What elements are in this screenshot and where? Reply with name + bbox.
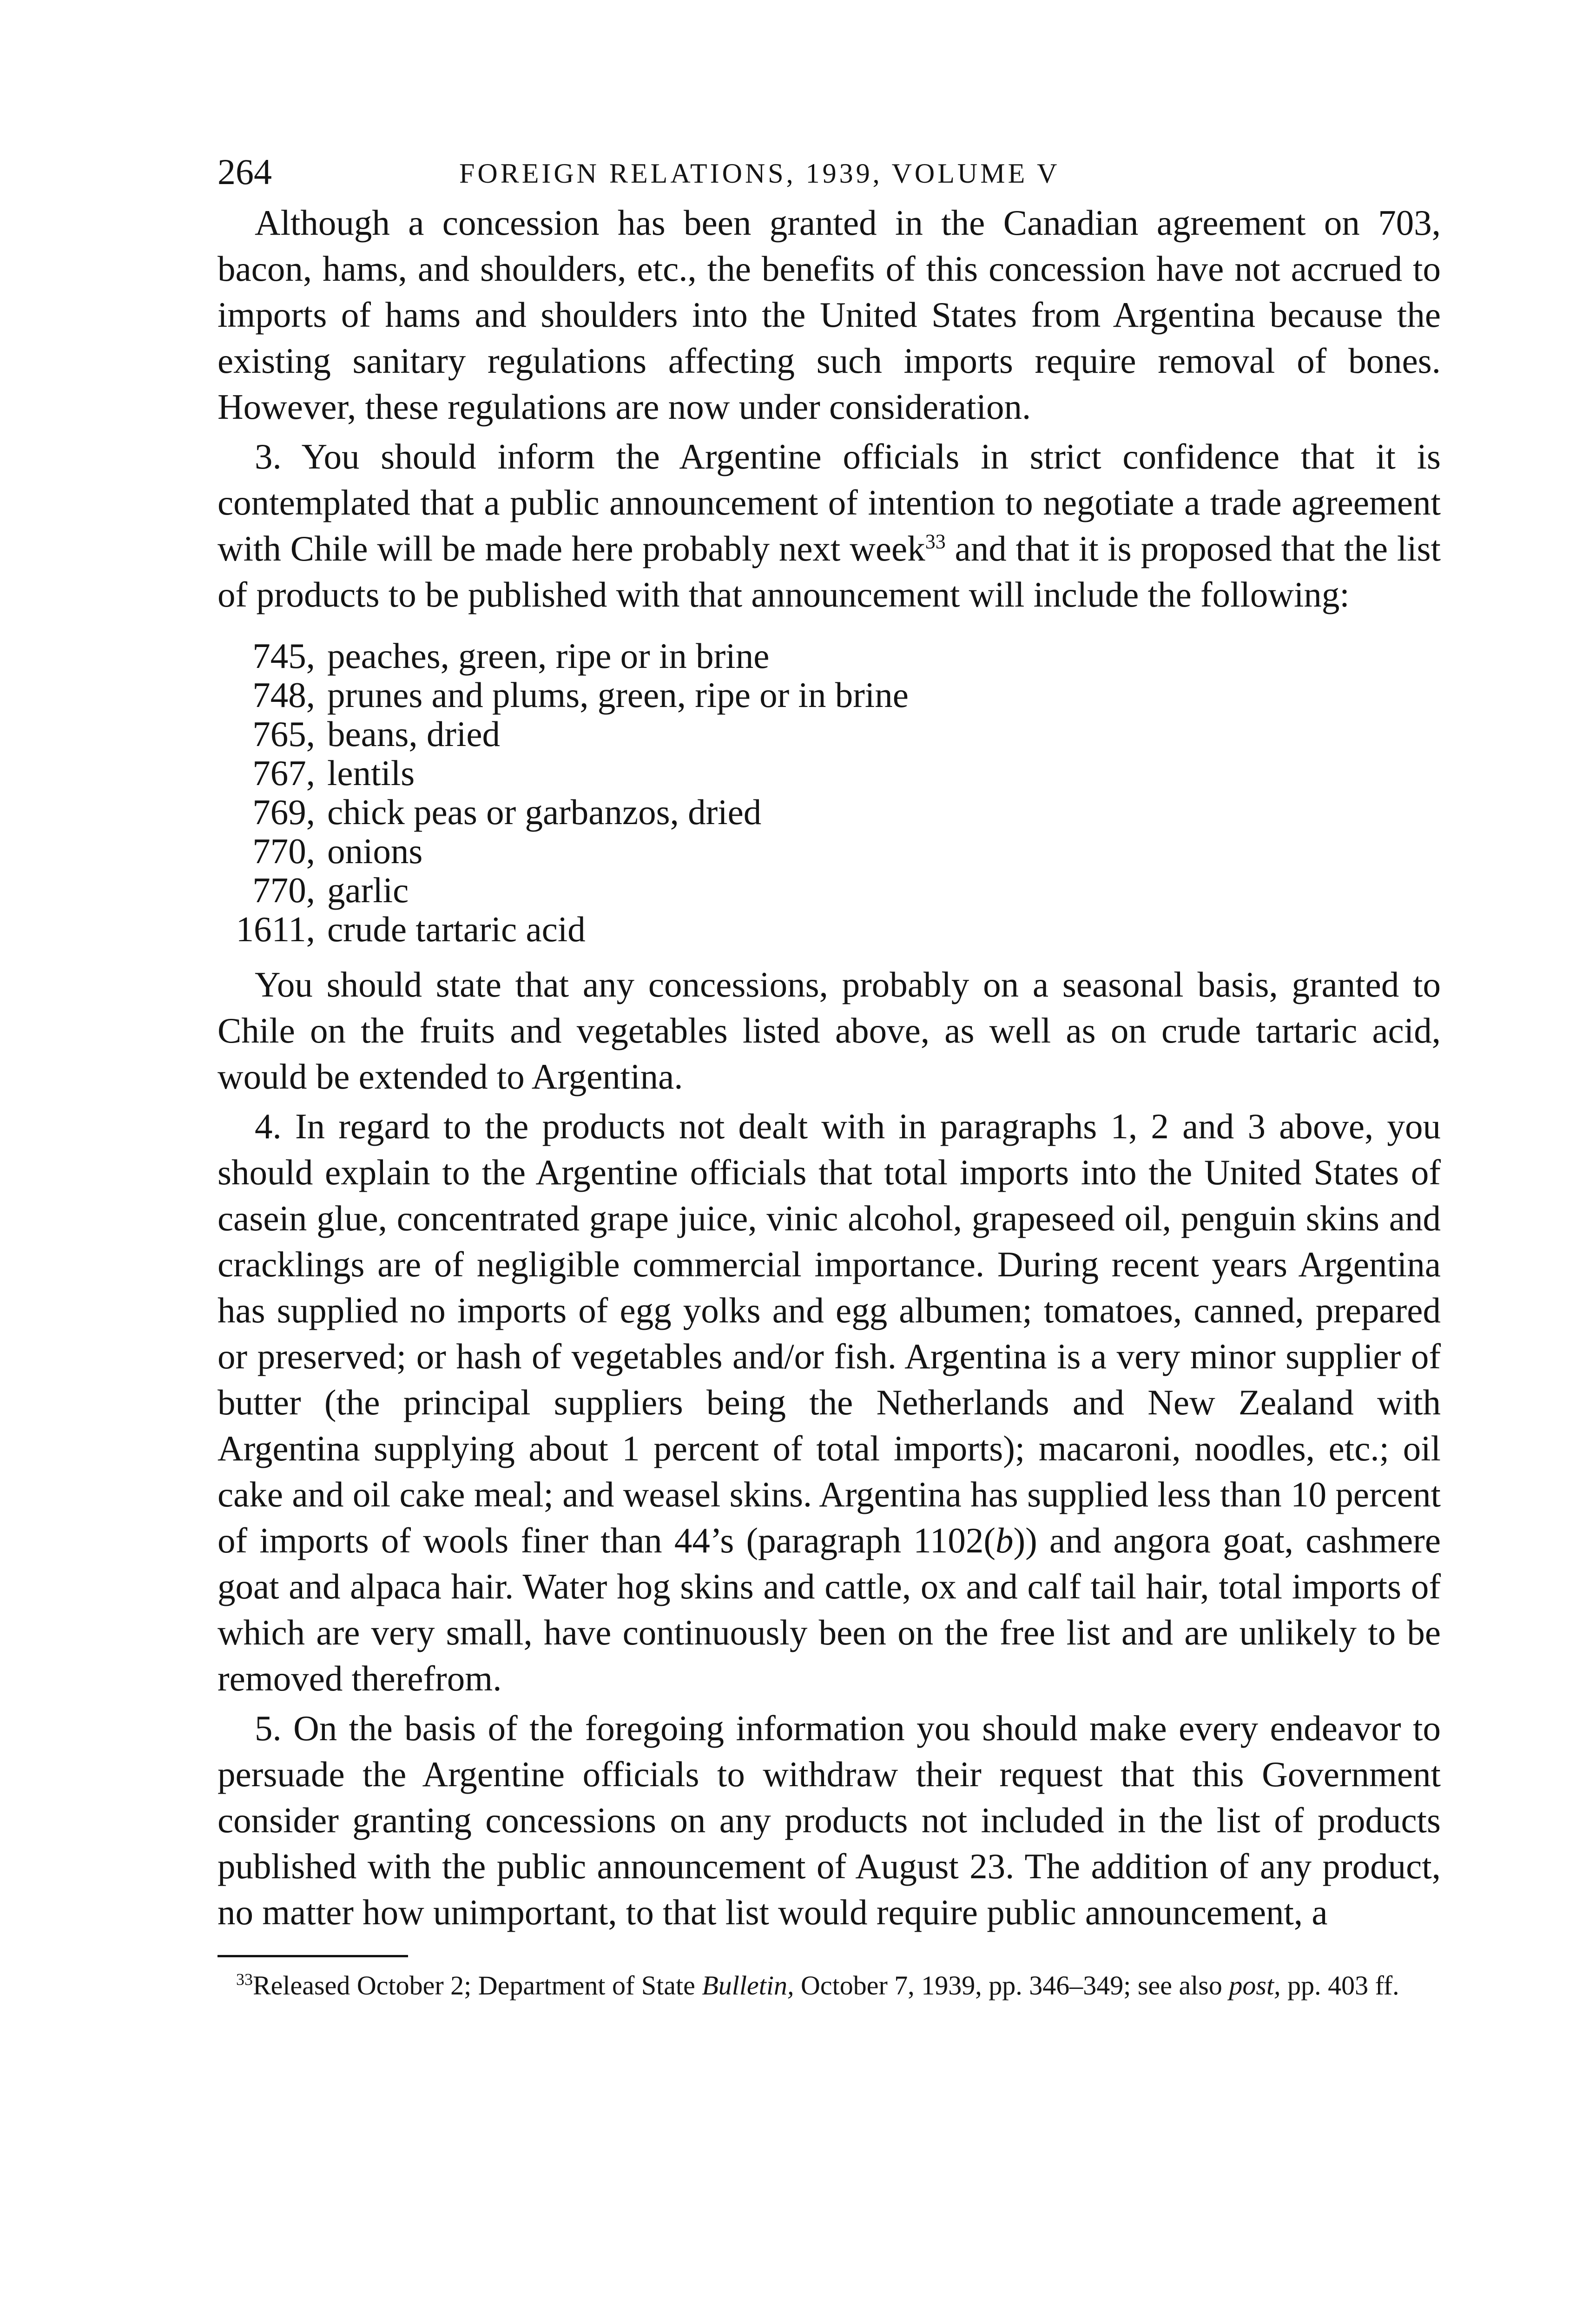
paragraph-4: [218, 1103, 1441, 1702]
list-item-code: 770,: [252, 831, 315, 871]
document-page: [218, 149, 1441, 2003]
list-item-desc: crude tartaric acid: [327, 909, 586, 949]
list-item-desc: lentils: [327, 753, 415, 793]
product-list: [218, 636, 1441, 949]
body-text: [218, 200, 1441, 1935]
list-item-code: 769,: [252, 792, 315, 832]
running-head: FOREIGN RELATIONS, 1939, VOLUME V: [459, 158, 1060, 189]
list-item-desc: garlic: [327, 870, 409, 910]
footnote-post: post,: [1229, 1970, 1281, 2000]
paragraph-4-text-b: )) and angora goat, cashmere goat and alpaca hair. Water hog skins and cattle, ox and calf tail hair, total imports of which are very small, have continuously been on the free list and are unlikely to be removed therefrom.: [218, 1520, 1441, 1698]
list-item-code: 770,: [252, 870, 315, 910]
list-item-code: 1611,: [236, 909, 315, 949]
footnote: [218, 1968, 1441, 2003]
list-item-code: 748,: [252, 675, 315, 715]
footnote-bulletin: Bulletin,: [702, 1970, 794, 2000]
footnote-text-b: October 7, 1939, pp. 346–349; see also: [794, 1970, 1229, 2000]
list-item: [218, 753, 1441, 792]
footnote-marker: 33: [236, 1970, 253, 1989]
paragraph-4-text-a: 4. In regard to the products not dealt with in paragraphs 1, 2 and 3 above, you should explain to the Argentine officials that total imports into the United States of casein glue, concentrated grape juice, vinic alcohol, grapeseed oil, penguin skins and cracklings are of negligible commercial importance. During recent years Argentina has supplied no imports of egg yolks and egg albumen; tomatoes, canned, prepared or preserved; or hash of vegetables and/or fish. Argentina is a very minor supplier of butter (the principal suppliers being the Netherlands and New Zealand with Argentina supplying about 1 percent of total imports); macaroni, noodles, etc.; oil cake and oil cake meal; and weasel skins. Argentina has supplied less than 10 percent of imports of wools finer than 44’s (paragraph 1102(: [218, 1106, 1441, 1560]
list-item: [218, 871, 1441, 910]
paragraph-4-italic-b: b: [995, 1520, 1014, 1560]
list-item-desc: beans, dried: [327, 714, 501, 754]
list-item-code: 745,: [252, 636, 315, 676]
paragraph-1: Although a concession has been granted in the Canadian agreement on 703, bacon, hams, and shoulders, etc., the benefits of this concession have not accrued to imports of hams and shoulders into the United States from Argentina because the existing sanitary regulations affecting such imports require removal of bones. However, these regulations are now under consideration.: [218, 203, 1441, 427]
list-item-code: 765,: [252, 714, 315, 754]
list-item: [218, 832, 1441, 871]
list-item: [218, 792, 1441, 832]
footnote-text-a: Released October 2; Department of State: [253, 1970, 702, 2000]
paragraph-3: [218, 434, 1441, 618]
paragraph-3-text-b: and that it is proposed that the list of products to be published with that announcement will include the following:: [218, 528, 1441, 614]
list-item-desc: chick peas or garbanzos, dried: [327, 792, 762, 832]
list-item: [218, 714, 1441, 753]
footnote-reference: 33: [925, 530, 946, 553]
footnote-text-c: pp. 403 ff.: [1280, 1970, 1399, 2000]
list-item: [218, 910, 1441, 949]
paragraph-3-text-a: 3. You should inform the Argentine officials in strict confidence that it is contemplated that a public announcement of intention to negotiate a trade agreement with Chile will be made here probably next week: [218, 436, 1441, 568]
footnote-divider: [218, 1955, 408, 1957]
paragraph-after-list: You should state that any concessions, probably on a seasonal basis, granted to Chile on the fruits and vegetables listed above, as well as on crude tartaric acid, would be extended to Argentina.: [218, 964, 1441, 1096]
page-number: 264: [218, 152, 272, 192]
list-item-desc: peaches, green, ripe or in brine: [327, 636, 770, 676]
paragraph-5: 5. On the basis of the foregoing information you should make every endeavor to persuade the Argentine officials to withdraw their request that this Government consider granting concessions on any products not included in the list of products published with the public announcement of August 23. The addition of any product, no matter how unimportant, to that list would require public announcement, a: [218, 1708, 1441, 1932]
list-item-desc: prunes and plums, green, ripe or in brine: [327, 675, 909, 715]
list-item: [218, 675, 1441, 714]
list-item-desc: onions: [327, 831, 423, 871]
page-header: [218, 149, 1441, 200]
list-item: [218, 636, 1441, 675]
list-item-code: 767,: [252, 753, 315, 793]
